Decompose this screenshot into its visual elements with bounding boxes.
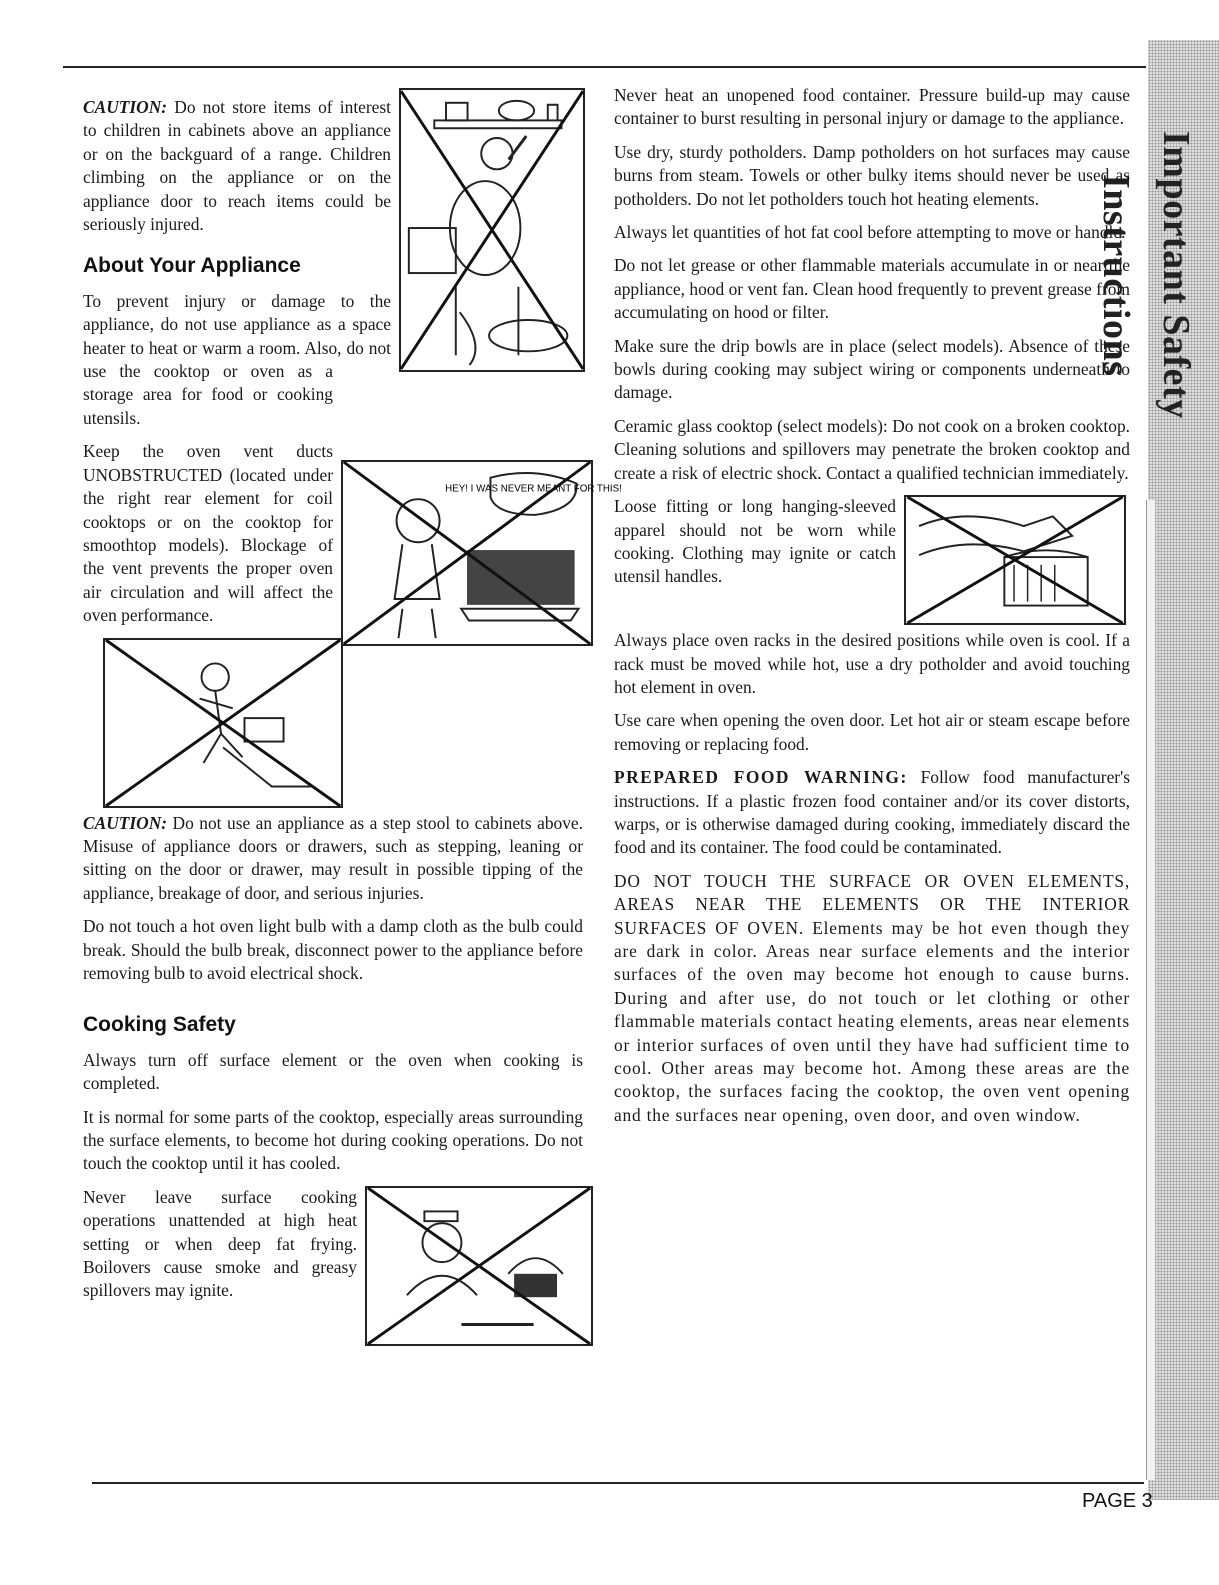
drip-bowls-paragraph: Make sure the drip bowls are in place (select models). Absence of these bowls during cooking may subject wiring or components underneath to damage. <box>614 335 1130 403</box>
potholders-paragraph: Use dry, sturdy potholders. Damp potholders on hot surfaces may cause burns from steam. Towels or other bulky items should never be used as potholders. Do not let potholders touch hot heating elements. <box>614 141 1130 209</box>
sleeve-illustration <box>904 495 1126 625</box>
turn-off-paragraph: Always turn off surface element or the oven when cooking is completed. <box>83 1049 583 1094</box>
top-rule <box>63 66 1146 68</box>
oven-door-paragraph: Use care when opening the oven door. Let hot air or steam escape before removing or replacing food. <box>614 710 1130 754</box>
right-column <box>614 84 1130 1137</box>
side-tab-strip <box>1146 500 1155 1480</box>
side-tab-title: Important Safety Instructions <box>1095 131 1197 419</box>
unattended-cooking-illustration <box>365 1186 593 1346</box>
page-number: PAGE 3 <box>1082 1490 1153 1512</box>
left-column <box>83 96 622 1350</box>
prepared-food-paragraph <box>614 766 1130 860</box>
child-climbing-drawing <box>401 90 583 370</box>
about-appliance-heading: About Your Appliance <box>83 254 301 278</box>
cooking-safety-heading: Cooking Safety <box>83 1013 236 1037</box>
prepared-food-lead: PREPARED FOOD WARNING: <box>614 767 908 788</box>
space-heater-paragraph: To prevent injury or damage to the appliance, do not use appliance as a space heater to heat or warm a room. Also, do not use the cooktop or oven as a storage area for food or cooking utensils. <box>83 290 391 428</box>
caution-text: Do not use an appliance as a step stool to cabinets above. Misuse of appliance doors or drawers, such as stepping, leaning or sitting on the door or drawer, may result in possible tipping of the appliance, breakage of door, and serious injuries. <box>83 812 583 903</box>
sleeve-drawing <box>906 497 1124 623</box>
storage-drawing <box>343 462 622 644</box>
step-stool-drawing <box>105 640 341 806</box>
loose-apparel-paragraph: Loose fitting or long hanging-sleeved apparel should not be worn while cooking. Clothing may ignite or catch utensil handles. <box>614 496 896 587</box>
oven-racks-paragraph: Always place oven racks in the desired positions while oven is cool. If a rack must be moved while hot, use a dry potholder and avoid touching hot element in oven. <box>614 630 1130 697</box>
caution-lead: CAUTION: <box>83 97 168 117</box>
caution-lead: CAUTION: <box>83 812 168 833</box>
ceramic-glass-paragraph: Ceramic glass cooktop (select models): Do not cook on a broken cooktop. Cleaning solutions and spillovers may penetrate the broken cooktop and create a risk of electric shock. Contact a qualified technician immediately. <box>614 415 1130 483</box>
prepared-food-text: Follow food manufacturer's instructions. If a plastic frozen food container and/or its cover distorts, warps, or is otherwise damaged during cooking, immediately discard the food and its container. The food could be contaminated. <box>614 767 1130 858</box>
step-stool-illustration <box>103 638 343 808</box>
unattended-cooking-drawing <box>367 1188 591 1344</box>
caution-text: Do not store items of interest to children in cabinets above an appliance or on the backguard of a range. Children climbing on the appliance or on the appliance door to reach items could be seriously injured. <box>83 97 391 235</box>
speech-bubble-text: HEY! I WAS NEVER MEANT FOR THIS! <box>445 483 622 495</box>
bottom-rule <box>92 1482 1144 1484</box>
child-climbing-illustration <box>399 88 585 372</box>
vent-paragraph: Keep the oven vent ducts UNOBSTRUCTED (located under the right rear element for coil cooktops or on the cooktop for smoothtop models). Blockage of the vent prevents the proper oven air circulation and will affect the oven performance. <box>83 441 333 626</box>
cooktop-hot-paragraph: It is normal for some parts of the cooktop, especially areas surrounding the surface elements, to become hot during cooking operations. Do not touch the cooktop until it has cooled. <box>83 1106 583 1174</box>
hot-fat-paragraph: Always let quantities of hot fat cool before attempting to move or handle. <box>614 222 1126 243</box>
grease-paragraph: Do not let grease or other flammable materials accumulate in or near the appliance, hood or vent fan. Clean hood frequently to prevent grease from accumulating on hood or filter. <box>614 255 1130 323</box>
unopened-container-paragraph: Never heat an unopened food container. Pressure build-up may cause container to burst resulting in personal injury or damage to the appliance. <box>614 85 1130 129</box>
unattended-paragraph: Never leave surface cooking operations unattended at high heat setting or when deep fat frying. Boilovers cause smoke and greasy spillovers may ignite. <box>83 1186 357 1301</box>
light-bulb-paragraph: Do not touch a hot oven light bulb with a damp cloth as the bulb could break. Should the bulb break, disconnect power to the appliance before removing bulb to avoid electrical shock. <box>83 916 583 983</box>
do-not-touch-paragraph: DO NOT TOUCH THE SURFACE OR OVEN ELEMENTS, AREAS NEAR THE ELEMENTS OR THE INTERIOR SURFACES OF OVEN. Elements may be hot even though they are dark in color. Areas near surface elements and the interior surfaces of the oven may become hot enough to cause burns. During and after use, do not touch or let clothing or other flammable materials contact heating elements, areas near elements or interior surfaces of oven until they have had sufficient time to cool. Other areas may become hot. Among these areas are the cooktop, the surfaces facing the cooktop, the oven vent opening and the surfaces near opening, oven door, and oven window. <box>614 870 1130 1125</box>
storage-illustration <box>341 460 622 646</box>
